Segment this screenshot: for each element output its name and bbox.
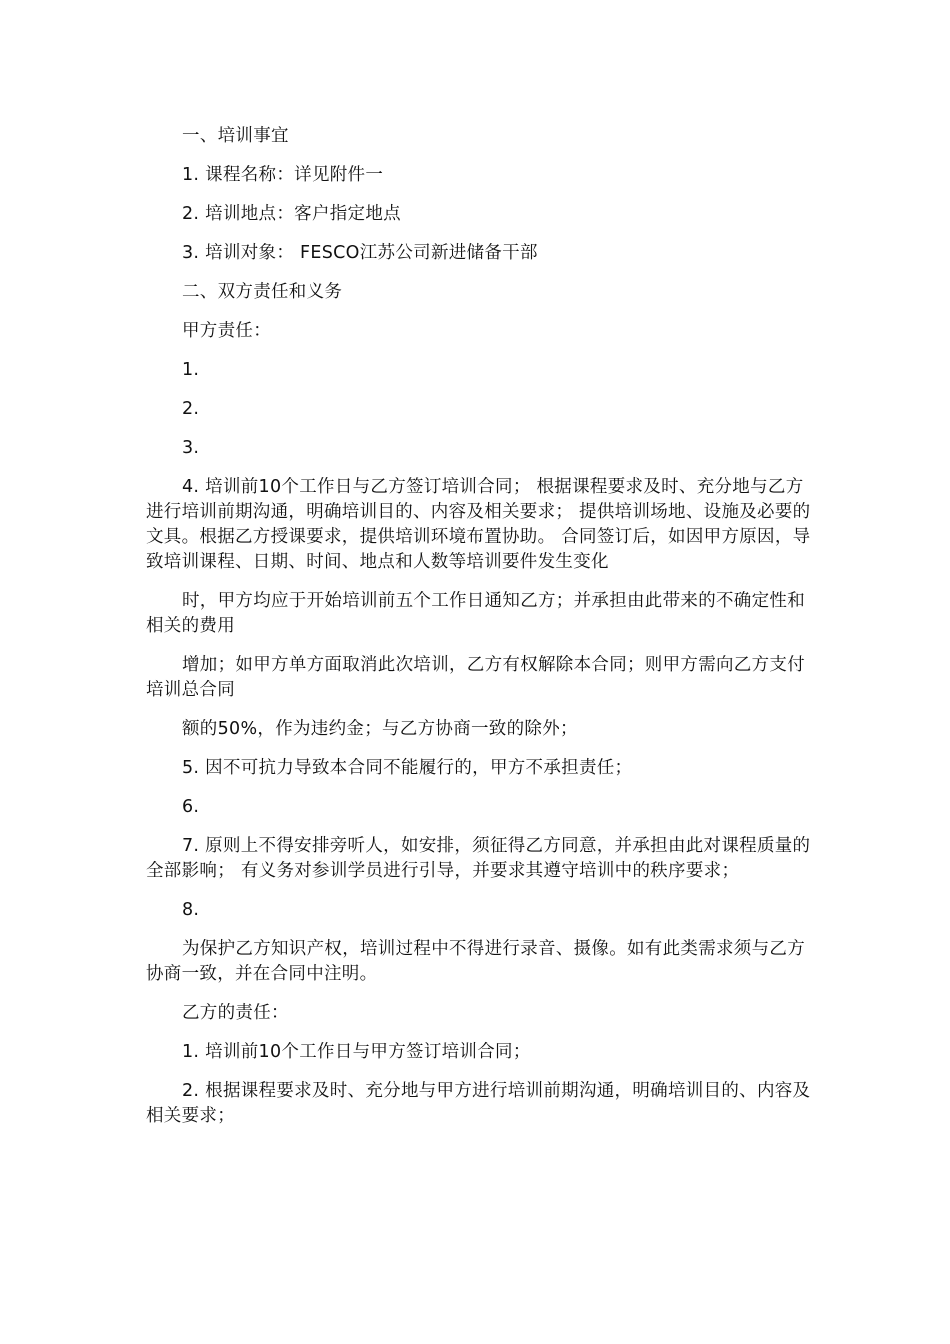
paragraph-ip-protection: 为保护乙方知识产权，培训过程中不得进行录音、摄像。如有此类需求须与乙方协商一致，并在合同中注明。: [146, 939, 805, 984]
list-item: 5. 因不可抗力导致本合同不能履行的，甲方不承担责任；: [182, 758, 633, 778]
list-item: 3.: [182, 438, 200, 458]
document-body: [146, 124, 811, 1143]
paragraph-training-location: 2. 培训地点：客户指定地点: [182, 204, 401, 224]
list-item: 2. 根据课程要求及时、充分地与甲方进行培训前期沟通，明确培训目的、内容及相关要求；: [146, 1081, 811, 1126]
list-item: 7. 原则上不得安排旁听人，如安排，须征得乙方同意，并承担由此对课程质量的全部影响； 有义务对参训学员进行引导，并要求其遵守培训中的秩序要求；: [146, 836, 811, 881]
list-item: 8.: [182, 900, 200, 920]
paragraph-course-name: 1. 课程名称：详见附件一: [182, 165, 384, 185]
paragraph-continuation: 额的50%，作为违约金；与乙方协商一致的除外；: [182, 719, 578, 739]
list-item: 1.: [182, 360, 200, 380]
list-item: 1. 培训前10个工作日与甲方签订培训合同；: [182, 1042, 531, 1062]
paragraph-training-target: 3. 培训对象： FESCO江苏公司新进储备干部: [182, 243, 538, 263]
section-heading-training: 一、培训事宜: [182, 126, 289, 146]
section-heading-responsibilities: 二、双方责任和义务: [182, 282, 343, 302]
paragraph-continuation: 增加；如甲方单方面取消此次培训，乙方有权解除本合同；则甲方需向乙方支付培训总合同: [146, 655, 805, 700]
list-item: 2.: [182, 399, 200, 419]
party-a-heading: 甲方责任：: [182, 321, 271, 341]
list-item: 4. 培训前10个工作日与乙方签订培训合同； 根据课程要求及时、充分地与乙方进行培训前期沟通，明确培训目的、内容及相关要求； 提供培训场地、设施及必要的文具。根据乙方授课要求，提供培训环境布置协助。 合同签订后，如因甲方原因，导致培训课程、日期、时间、地点和人数等培训要件发生变化: [146, 477, 811, 572]
party-b-heading: 乙方的责任：: [182, 1003, 289, 1023]
list-item: 6.: [182, 797, 200, 817]
paragraph-continuation: 时，甲方均应于开始培训前五个工作日通知乙方；并承担由此带来的不确定性和相关的费用: [146, 591, 805, 636]
